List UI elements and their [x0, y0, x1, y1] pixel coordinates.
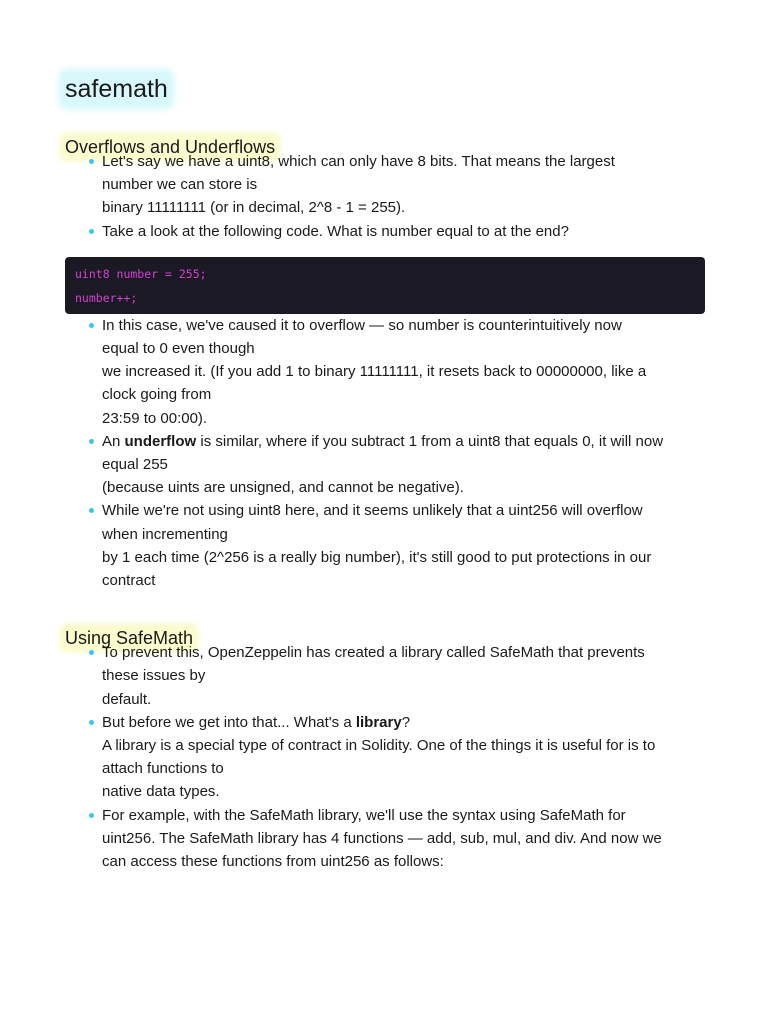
text-line: Let's say we have a uint8, which can only have 8 bits. That means the largest: [102, 153, 615, 170]
text-line: (because uints are unsigned, and cannot be negative).: [102, 479, 464, 497]
text-line: attach functions to: [102, 760, 224, 778]
list-item: [65, 499, 710, 592]
text-line: by 1 each time (2^256 is a really big number), it's still good to put protections in our: [102, 548, 652, 566]
text-prefix: An: [102, 432, 125, 450]
list-item: [65, 641, 710, 711]
code-block: [65, 257, 705, 314]
text-line: contract: [102, 572, 156, 590]
document-page: [65, 72, 710, 873]
text-line: can access these functions from uint256 as follows:: [102, 853, 444, 871]
section-heading-using-safemath: Using SafeMath: [62, 626, 196, 650]
text-line: when incrementing: [102, 525, 228, 543]
text-line: [102, 711, 710, 734]
text-line: default.: [102, 690, 152, 708]
text-line: equal 255: [102, 456, 168, 474]
page-title: safemath: [62, 72, 171, 106]
overflow-intro-list: [65, 150, 710, 243]
text-line: number we can store is: [102, 176, 258, 194]
text-line: To prevent this, OpenZeppelin has created a library called SafeMath that prevents: [102, 644, 645, 662]
section-heading-wrap-overflows: [65, 120, 710, 157]
text-line: A library is a special type of contract in Solidity. One of the things it is useful for is to: [102, 737, 656, 755]
text-line: 23:59 to 00:00).: [102, 409, 208, 427]
text-line: uint256. The SafeMath library has 4 functions — add, sub, mul, and div. And now we: [102, 829, 662, 847]
list-item: [65, 711, 710, 804]
list-item: [65, 430, 710, 500]
text-line: we increased it. (If you add 1 to binary 11111111, it resets back to 00000000, like a: [102, 363, 647, 381]
text-rest: is similar, where if you subtract 1 from a uint8 that equals 0, it will now: [196, 432, 664, 450]
list-item: [65, 314, 710, 430]
list-item: [65, 220, 710, 243]
code-line: number++;: [75, 290, 138, 305]
code-line: uint8 number = 255;: [75, 266, 207, 281]
text-line: While we're not using uint8 here, and it seems unlikely that a uint256 will overflow: [102, 502, 643, 520]
text-line: clock going from: [102, 386, 212, 404]
text-line: Take a look at the following code. What is number equal to at the end?: [102, 222, 569, 240]
text-line: In this case, we've caused it to overflow — so number is counterintuitively now: [102, 316, 622, 334]
text-line: [102, 430, 710, 453]
bold-term-library: library: [355, 713, 402, 731]
list-item: [65, 804, 710, 874]
text-line: native data types.: [102, 783, 220, 801]
text-line: For example, with the SafeMath library, we'll use the syntax using SafeMath for: [102, 806, 626, 824]
section-heading-wrap-safemath: [65, 611, 710, 649]
text-line: binary 11111111 (or in decimal, 2^8 - 1 = 255).: [102, 199, 406, 217]
section-heading-overflows: Overflows and Underflows: [62, 135, 278, 159]
text-rest: ?: [401, 713, 411, 731]
list-item: [65, 150, 710, 220]
text-line: equal to 0 even though: [102, 340, 255, 358]
overflow-explanation-list: [65, 314, 710, 592]
title-wrap: [65, 72, 710, 106]
text-prefix: But before we get into that... What's a: [102, 713, 356, 731]
text-line: these issues by: [102, 667, 206, 685]
safemath-list: [65, 641, 710, 873]
bold-term-underflow: underflow: [124, 432, 197, 450]
